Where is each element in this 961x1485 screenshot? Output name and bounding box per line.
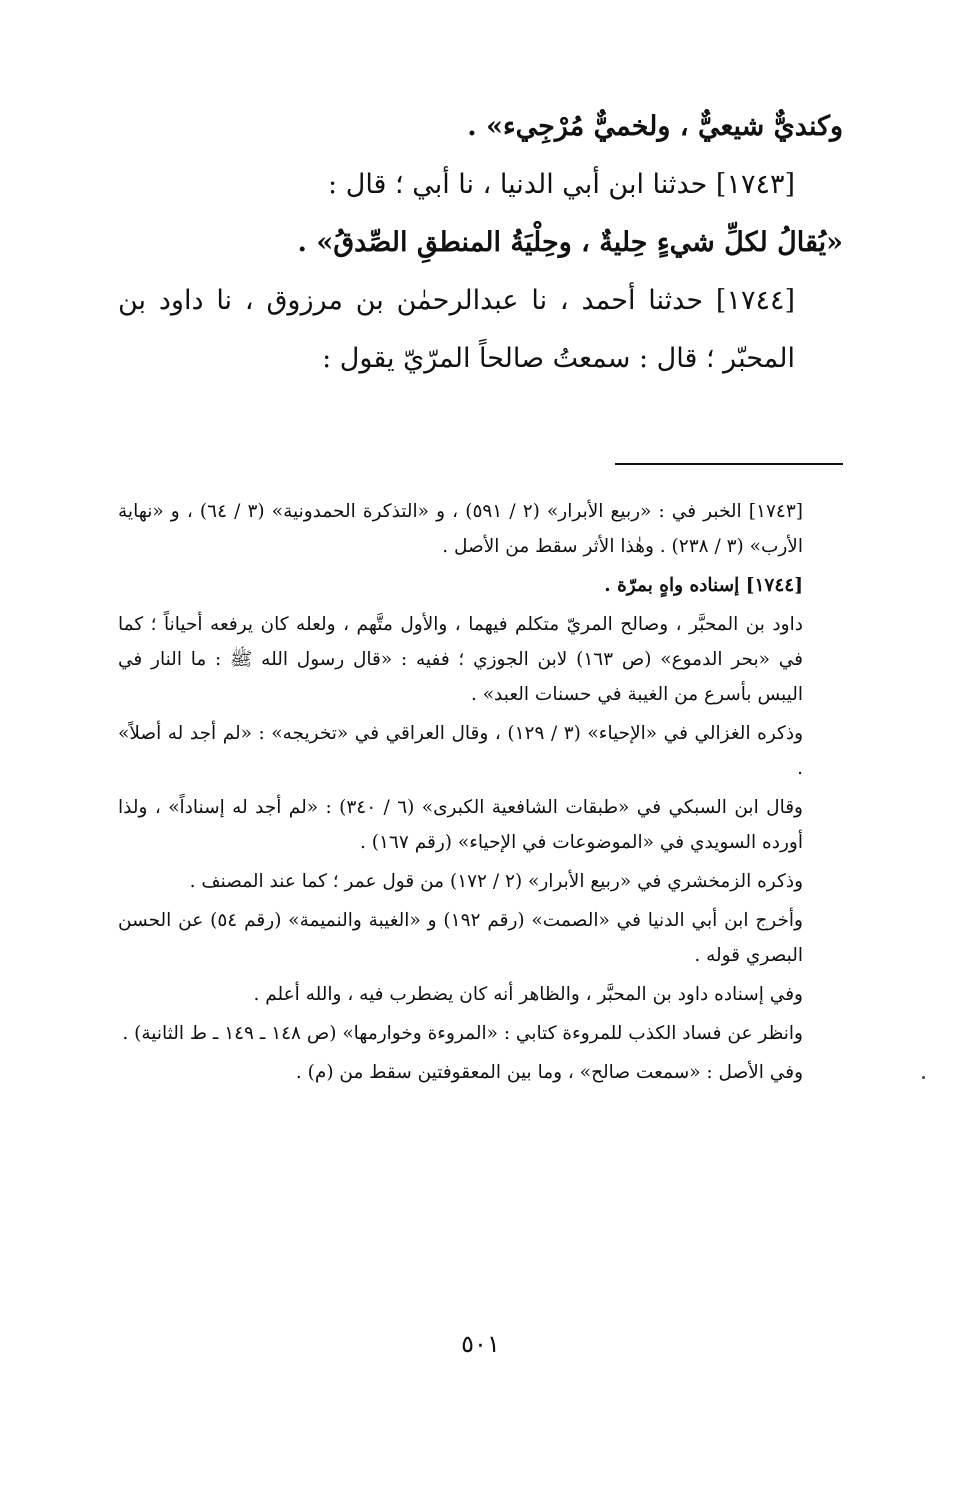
footnotes xyxy=(118,494,843,1090)
footnote-paragraph: وقال ابن السبكي في «طبقات الشافعية الكبرى» (٦ / ٣٤٠) : «لم أجد له إسناداً» ، ولذا أورده السويدي في «الموضوعات في الإحياء» (رقم ١٦٧) . xyxy=(118,797,803,853)
footnote-separator xyxy=(615,463,843,465)
hadith-1743-quote: «يُقالُ لكلِّ شيءٍ حِليةٌ ، وحِلْيَةُ المنطقِ الصِّدقُ» . xyxy=(297,227,843,258)
main-line-1: وكنديٌّ شيعيٌّ ، ولخميٌّ مُرْجِيء» . xyxy=(467,111,843,142)
footnote-paragraph: وفي إسناده داود بن المحبَّر ، والظاهر أنه كان يضطرب فيه ، والله أعلم . xyxy=(253,984,803,1005)
footnote-paragraph: داود بن المحبَّر ، وصالح المريّ متكلم فيهما ، والأول متَّهم ، ولعله كان يرفعه أحياناً ؛ كما في «بحر الدموع» (ص ١٦٣) لابن الجوزي ؛ ففيه : «قال رسول الله ﷺ : ما النار في اليبس بأسرع من الغيبة في حسنات العبد» . xyxy=(118,614,803,705)
footnote-1743: [١٧٤٣] الخبر في : «ربيع الأبرار» (٢ / ٥٩١) ، و «التذكرة الحمدونية» (٣ / ٦٤) ، و «نهاية الأرب» (٣ / ٢٣٨) . وهٰذا الأثر سقط من الأصل . xyxy=(118,501,803,557)
footnote-paragraph: وذكره الزمخشري في «ربيع الأبرار» (٢ / ١٧٢) من قول عمر ؛ كما عند المصنف . xyxy=(189,871,803,892)
footnote-paragraph: وأخرج ابن أبي الدنيا في «الصمت» (رقم ١٩٢) و «الغيبة والنميمة» (رقم ٥٤) عن الحسن البصري قوله . xyxy=(118,910,803,966)
page-number: ٥٠١ xyxy=(461,1330,500,1358)
hadith-1744-chain: [١٧٤٤] حدثنا أحمد ، نا عبدالرحمٰن بن مرزوق ، نا داود بن المحبّر ؛ قال : سمعتُ صالحاً المرّيّ يقول : xyxy=(118,285,795,374)
footnote-paragraph: وذكره الغزالي في «الإحياء» (٣ / ١٢٩) ، وقال العراقي في «تخريجه» : «لم أجد له أصلاً» . xyxy=(118,723,804,779)
margin-dot xyxy=(922,1076,925,1079)
main-text xyxy=(118,98,843,388)
footnote-paragraph: وانظر عن فساد الكذب للمروءة كتابي : «المروءة وخوارمها» (ص ١٤٨ ـ ١٤٩ ـ ط الثانية) . xyxy=(122,1023,803,1044)
footnote-1744-heading: [١٧٤٤] إسناده واهٍ بمرّة . xyxy=(604,575,803,596)
hadith-1743-chain: [١٧٤٣] حدثنا ابن أبي الدنيا ، نا أبي ؛ قال : xyxy=(328,169,795,200)
footnote-paragraph: وفي الأصل : «سمعت صالح» ، وما بين المعقوفتين سقط من (م) . xyxy=(295,1062,803,1083)
